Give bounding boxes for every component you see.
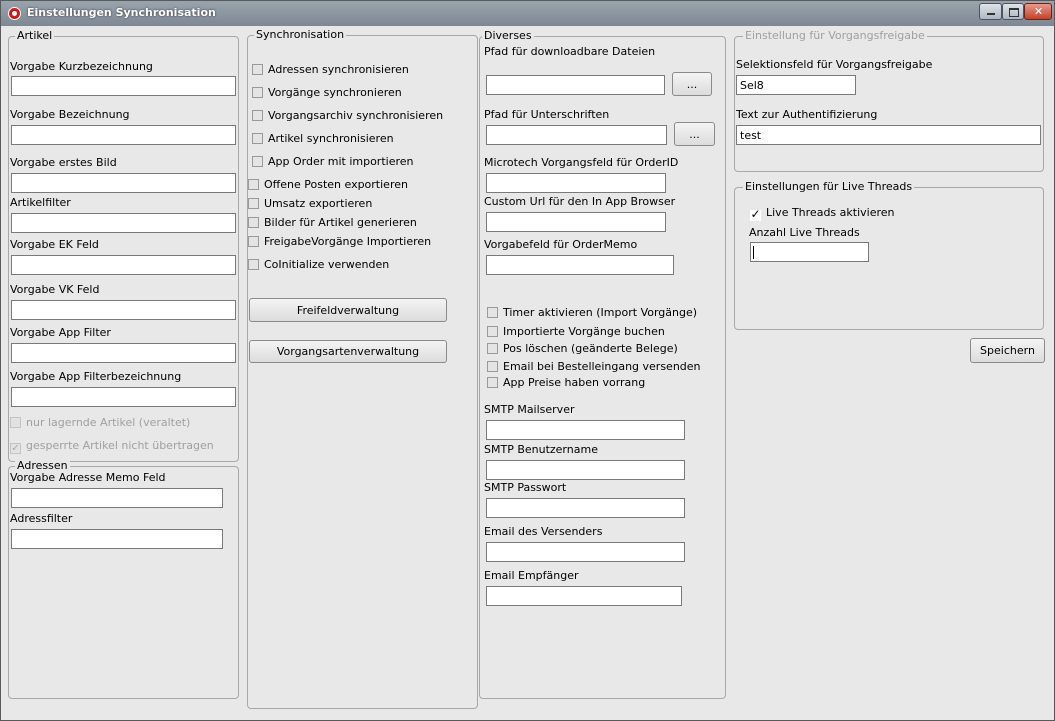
label-pfad-unterschriften: Pfad für Unterschriften [484, 108, 610, 121]
checkbox-freigabevorgaenge-importieren[interactable] [248, 235, 431, 248]
maximize-button[interactable] [1002, 3, 1024, 20]
vorgangsartenverwaltung-button[interactable]: Vorgangsartenverwaltung [249, 340, 447, 363]
checkmark-icon: ✓ [750, 207, 761, 221]
checkbox-box [248, 179, 259, 190]
input-email-empfaenger[interactable] [486, 586, 682, 606]
checkbox-label: Bilder für Artikel generieren [264, 216, 417, 229]
checkbox-label: nur lagernde Artikel (veraltet) [26, 416, 191, 429]
checkbox-box [252, 133, 263, 144]
browse-unterschriften-button[interactable]: ... [674, 122, 715, 146]
checkbox-label: CoInitialize verwenden [264, 258, 390, 271]
checkbox-box [487, 307, 498, 318]
title-bar[interactable] [1, 1, 1054, 26]
checkbox-box [487, 343, 498, 354]
checkbox-box [252, 110, 263, 121]
label-vorgabe-app-filter: Vorgabe App Filter [10, 326, 111, 339]
input-vorgabe-kurzbezeichnung[interactable] [11, 76, 236, 96]
checkbox-pos-loeschen[interactable] [487, 342, 678, 355]
label-vorgabe-vk-feld: Vorgabe VK Feld [10, 283, 100, 296]
checkbox-nur-lagernde-artikel [10, 416, 190, 429]
checkbox-adressen-synchronisieren[interactable] [252, 63, 409, 76]
group-live-threads-label: Einstellungen für Live Threads [745, 180, 913, 193]
checkbox-umsatz-exportieren[interactable] [248, 197, 372, 210]
input-pfad-unterschriften[interactable] [486, 125, 667, 145]
checkbox-vorgangsarchiv-synchronisieren[interactable] [252, 109, 443, 122]
checkbox-box [252, 64, 263, 75]
close-button[interactable] [1024, 3, 1052, 20]
input-vorgabe-app-filter[interactable] [11, 343, 236, 363]
input-vorgabe-bezeichnung[interactable] [11, 125, 236, 145]
checkbox-importierte-vorgaenge-buchen[interactable] [487, 325, 665, 338]
checkbox-label: gesperrte Artikel nicht übertragen [26, 439, 214, 452]
label-anzahl-live-threads: Anzahl Live Threads [749, 226, 860, 239]
input-vorgabe-ek-feld[interactable] [11, 255, 236, 275]
checkbox-box [248, 236, 259, 247]
group-artikel-label: Artikel [17, 29, 53, 42]
label-vorgabefeld-ordermemo: Vorgabefeld für OrderMemo [484, 238, 638, 251]
checkbox-label: Vorgänge synchronieren [268, 86, 402, 99]
label-smtp-passwort: SMTP Passwort [484, 481, 567, 494]
checkbox-box [248, 198, 259, 209]
label-email-versender: Email des Versenders [484, 525, 603, 538]
label-vorgabe-bezeichnung: Vorgabe Bezeichnung [10, 108, 130, 121]
input-smtp-mailserver[interactable] [486, 420, 685, 440]
checkbox-offene-posten-exportieren[interactable] [248, 178, 408, 191]
window-title: Einstellungen Synchronisation [27, 6, 216, 19]
input-vorgabe-vk-feld[interactable] [11, 300, 236, 320]
label-vorgabe-app-filterbezeichnung: Vorgabe App Filterbezeichnung [10, 370, 182, 383]
checkbox-vorgaenge-synchronieren[interactable] [252, 86, 402, 99]
label-vorgabe-adresse-memo-feld: Vorgabe Adresse Memo Feld [10, 471, 166, 484]
checkbox-label: Live Threads aktivieren [766, 206, 895, 219]
label-microtech-vorgangsfeld: Microtech Vorgangsfeld für OrderID [484, 156, 679, 169]
label-text-authentifizierung: Text zur Authentifizierung [736, 108, 878, 121]
label-vorgabe-ek-feld: Vorgabe EK Feld [10, 238, 99, 251]
checkbox-artikel-synchronisieren[interactable] [252, 132, 394, 145]
checkbox-label: App Order mit importieren [268, 155, 414, 168]
checkbox-label: Email bei Bestelleingang versenden [503, 360, 701, 373]
speichern-button[interactable]: Speichern [970, 338, 1045, 363]
checkbox-gesperrte-artikel [10, 439, 214, 454]
label-adressfilter: Adressfilter [10, 512, 73, 525]
checkbox-box [487, 361, 498, 372]
checkbox-label: FreigabeVorgänge Importieren [264, 235, 432, 248]
input-microtech-vorgangsfeld[interactable] [486, 173, 666, 193]
input-adressfilter[interactable] [11, 529, 223, 549]
checkbox-label: Timer aktivieren (Import Vorgänge) [503, 306, 698, 319]
input-artikelfilter[interactable] [11, 213, 236, 233]
maximize-icon [1009, 8, 1019, 17]
input-smtp-benutzername[interactable] [486, 460, 685, 480]
checkbox-box [252, 156, 263, 167]
checkbox-label: Artikel synchronisieren [268, 132, 394, 145]
group-adressen-label: Adressen [17, 459, 68, 472]
text-cursor [753, 246, 754, 259]
label-vorgabe-kurzbezeichnung: Vorgabe Kurzbezeichnung [10, 60, 153, 73]
checkbox-live-threads-aktivieren[interactable] [750, 206, 894, 221]
input-anzahl-live-threads[interactable] [750, 242, 869, 262]
checkbox-app-preise-vorrang[interactable] [487, 376, 645, 389]
browse-downloads-button[interactable]: ... [672, 72, 712, 96]
label-selektionsfeld: Selektionsfeld für Vorgangsfreigabe [736, 58, 933, 71]
checkbox-box [487, 326, 498, 337]
minimize-button[interactable] [979, 3, 1002, 20]
checkbox-label: Adressen synchronisieren [268, 63, 409, 76]
input-vorgabe-erstes-bild[interactable] [11, 173, 236, 193]
label-artikelfilter: Artikelfilter [10, 196, 71, 209]
checkbox-label: Pos löschen (geänderte Belege) [503, 342, 678, 355]
label-pfad-downloadbare-dateien: Pfad für downloadbare Dateien [484, 45, 656, 58]
checkbox-label: Offene Posten exportieren [264, 178, 408, 191]
checkbox-bilder-generieren[interactable] [248, 216, 417, 229]
checkbox-coinitialize-verwenden[interactable] [248, 258, 389, 271]
checkbox-label: Importierte Vorgänge buchen [503, 325, 665, 338]
input-email-versender[interactable] [486, 542, 685, 562]
close-icon: ✕ [1034, 5, 1044, 18]
label-vorgabe-erstes-bild: Vorgabe erstes Bild [10, 156, 117, 169]
group-vorgangsfreigabe-label: Einstellung für Vorgangsfreigabe [745, 29, 925, 42]
group-diverses-label: Diverses [484, 29, 532, 42]
checkbox-timer-aktivieren[interactable] [487, 306, 697, 319]
input-selektionsfeld[interactable] [736, 75, 856, 95]
label-custom-url: Custom Url für den In App Browser [484, 195, 676, 208]
input-vorgabefeld-ordermemo[interactable] [486, 255, 674, 275]
checkbox-box [487, 377, 498, 388]
checkbox-box [248, 217, 259, 228]
checkmark-icon: ✓ [11, 443, 20, 454]
input-text-authentifizierung[interactable] [736, 125, 1041, 145]
input-custom-url[interactable] [486, 212, 666, 232]
input-smtp-passwort[interactable] [486, 498, 685, 518]
group-synchronisation-label: Synchronisation [256, 28, 345, 41]
input-pfad-downloadbare-dateien[interactable] [486, 75, 665, 95]
checkbox-app-order-importieren[interactable] [252, 155, 414, 168]
checkbox-label: Vorgangsarchiv synchronisieren [268, 109, 444, 122]
label-smtp-benutzername: SMTP Benutzername [484, 443, 598, 456]
checkbox-box [252, 87, 263, 98]
checkbox-box [248, 259, 259, 270]
input-vorgabe-adresse-memo-feld[interactable] [11, 488, 223, 508]
app-icon [8, 7, 21, 20]
checkbox-box [10, 417, 21, 428]
input-vorgabe-app-filterbezeichnung[interactable] [11, 387, 236, 407]
label-email-empfaenger: Email Empfänger [484, 569, 579, 582]
checkbox-email-bestelleingang[interactable] [487, 360, 701, 373]
freifeldverwaltung-button[interactable]: Freifeldverwaltung [249, 298, 447, 322]
group-vorgangsfreigabe [734, 29, 1044, 172]
checkbox-label: App Preise haben vorrang [503, 376, 646, 389]
label-smtp-mailserver: SMTP Mailserver [484, 403, 575, 416]
checkbox-label: Umsatz exportieren [264, 197, 373, 210]
minimize-icon [987, 13, 995, 15]
